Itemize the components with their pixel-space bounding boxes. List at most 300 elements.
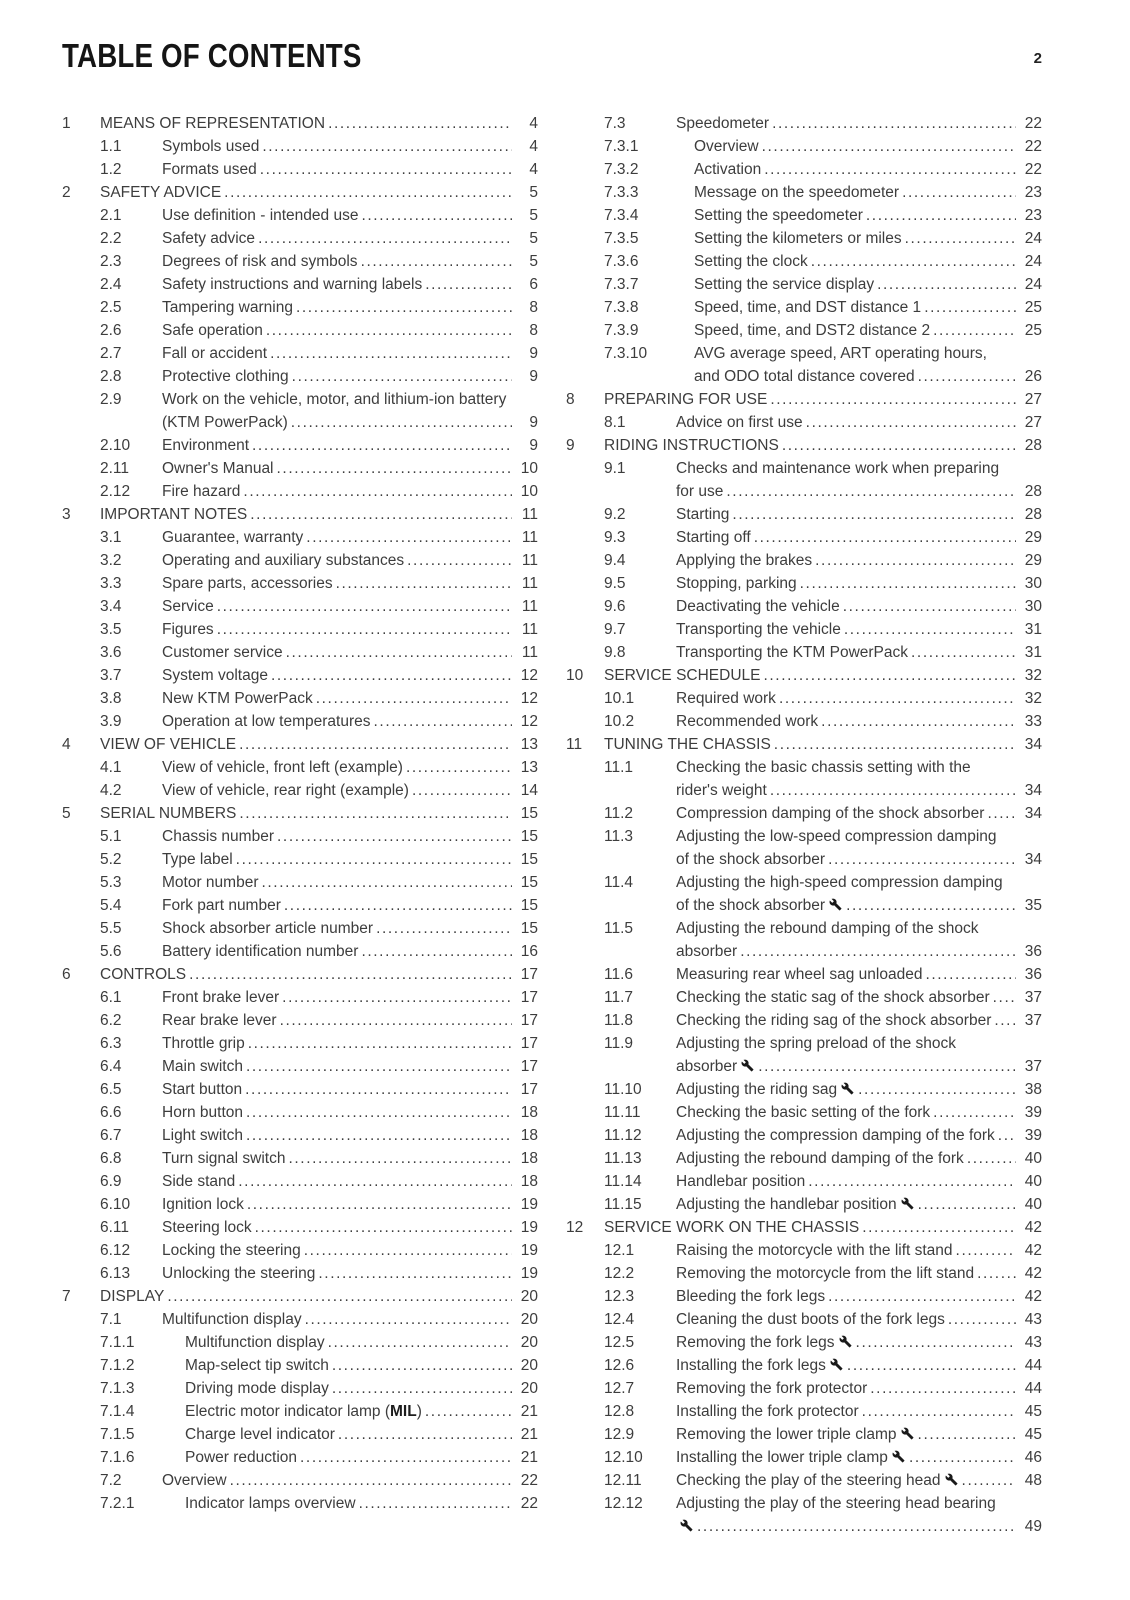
toc-entry-number: 11.6 bbox=[604, 966, 634, 983]
toc-entry-page: 5 bbox=[529, 207, 538, 224]
toc-entry-page: 15 bbox=[520, 851, 538, 868]
toc-entry bbox=[566, 641, 1042, 664]
toc-entry bbox=[566, 871, 1042, 917]
toc-entry bbox=[62, 687, 538, 710]
toc-entry-number: 11.7 bbox=[604, 989, 634, 1006]
toc-entry bbox=[62, 365, 538, 388]
toc-entry-page: 24 bbox=[1024, 230, 1042, 247]
toc-entry bbox=[62, 1331, 538, 1354]
toc-entry-page: 29 bbox=[1024, 529, 1042, 546]
corner-page-number: 2 bbox=[1033, 50, 1042, 67]
toc-entry-text bbox=[676, 710, 1016, 733]
toc-entry-text bbox=[676, 112, 1016, 135]
toc-entry-number: 5.6 bbox=[100, 943, 122, 960]
toc-entry-page: 24 bbox=[1024, 253, 1042, 270]
toc-entry-page: 43 bbox=[1024, 1334, 1042, 1351]
toc-entry-number: 11.13 bbox=[604, 1150, 642, 1167]
wrench-icon bbox=[680, 1519, 693, 1532]
toc-entry-page: 6 bbox=[529, 276, 538, 293]
toc-entry-number: 6.12 bbox=[100, 1242, 131, 1259]
toc-entry-title: Adjusting the rebound damping of the shock absorber bbox=[676, 920, 979, 960]
toc-entry bbox=[62, 1170, 538, 1193]
toc-entry-page: 24 bbox=[1024, 276, 1042, 293]
toc-entry-text bbox=[676, 641, 1016, 664]
toc-entry-text bbox=[162, 365, 512, 388]
toc-entry-page: 11 bbox=[521, 621, 538, 638]
toc-entry-number: 11.10 bbox=[604, 1081, 642, 1098]
toc-entry-title: Handlebar position bbox=[676, 1173, 806, 1190]
toc-entry-number: 3.2 bbox=[100, 552, 122, 569]
toc-entry-page: 32 bbox=[1024, 690, 1042, 707]
toc-entry bbox=[62, 135, 538, 158]
toc-entry-number: 6.1 bbox=[100, 989, 122, 1006]
toc-entry-title: Fork part number bbox=[162, 897, 281, 914]
toc-entry bbox=[566, 1492, 1042, 1538]
toc-entry-page: 43 bbox=[1024, 1311, 1042, 1328]
toc-entry bbox=[62, 756, 538, 779]
toc-entry-text bbox=[185, 1423, 512, 1446]
toc-entry bbox=[566, 1147, 1042, 1170]
toc-entry-title: Electric motor indicator lamp (MIL) bbox=[185, 1403, 422, 1420]
toc-entry bbox=[62, 503, 538, 526]
toc-entry-text bbox=[162, 848, 512, 871]
toc-entry-title: Removing the fork protector bbox=[676, 1380, 868, 1397]
toc-entry-page: 46 bbox=[1024, 1449, 1042, 1466]
toc-column-right bbox=[566, 112, 1042, 1538]
toc-entry-number: 7.3.2 bbox=[604, 161, 639, 178]
toc-entry-title: Setting the service display bbox=[694, 276, 875, 293]
toc-entry-number: 8.1 bbox=[604, 414, 626, 431]
toc-entry bbox=[62, 181, 538, 204]
toc-entry-number: 5.3 bbox=[100, 874, 122, 891]
toc-entry-text bbox=[694, 158, 1016, 181]
toc-entry bbox=[566, 664, 1042, 687]
toc-entry-number: 12.12 bbox=[604, 1495, 643, 1512]
toc-entry-text bbox=[162, 595, 512, 618]
toc-entry-page: 16 bbox=[520, 943, 538, 960]
toc-entry bbox=[62, 1354, 538, 1377]
toc-entry bbox=[566, 1032, 1042, 1078]
toc-entry-title: Light switch bbox=[162, 1127, 243, 1144]
toc-entry-page: 15 bbox=[520, 920, 538, 937]
toc-entry-page: 5 bbox=[529, 253, 538, 270]
toc-entry bbox=[62, 434, 538, 457]
toc-entry-number: 12.3 bbox=[604, 1288, 635, 1305]
toc-entry-text bbox=[676, 1239, 1016, 1262]
toc-entry-text bbox=[100, 181, 512, 204]
toc-entry-number: 7.1.4 bbox=[100, 1403, 135, 1420]
toc-entry-number: 3.5 bbox=[100, 621, 122, 638]
toc-entry-text bbox=[676, 1193, 1016, 1216]
wrench-icon bbox=[830, 1358, 843, 1371]
toc-entry-number: 6.4 bbox=[100, 1058, 122, 1075]
toc-entry-page: 21 bbox=[520, 1449, 538, 1466]
toc-entry-page: 22 bbox=[520, 1472, 538, 1489]
toc-entry-page: 22 bbox=[1024, 161, 1042, 178]
toc-entry bbox=[566, 756, 1042, 802]
wrench-icon bbox=[741, 1059, 754, 1072]
toc-entry-text bbox=[694, 181, 1016, 204]
toc-entry bbox=[62, 917, 538, 940]
toc-entry-title: Horn button bbox=[162, 1104, 243, 1121]
toc-entry-title: Customer service bbox=[162, 644, 283, 661]
toc-entry-text bbox=[185, 1492, 512, 1515]
toc-entry-page: 35 bbox=[1024, 897, 1042, 914]
toc-entry-text bbox=[676, 1492, 1016, 1538]
toc-entry-page: 4 bbox=[529, 161, 538, 178]
toc-entry-page: 37 bbox=[1024, 1012, 1042, 1029]
toc-entry-page: 27 bbox=[1024, 414, 1042, 431]
toc-entry-title: Checks and maintenance work when preparing for use bbox=[676, 460, 1000, 500]
toc-entry-number: 9.5 bbox=[604, 575, 626, 592]
toc-entry-number: 2.9 bbox=[100, 391, 122, 408]
toc-entry-page: 39 bbox=[1024, 1104, 1042, 1121]
toc-entry-page: 40 bbox=[1024, 1196, 1042, 1213]
toc-entry-page: 13 bbox=[520, 759, 538, 776]
toc-entry-number: 1.1 bbox=[100, 138, 122, 155]
toc-entry-title: Measuring rear wheel sag unloaded bbox=[676, 966, 923, 983]
toc-entry-text bbox=[185, 1331, 512, 1354]
toc-entry bbox=[62, 1193, 538, 1216]
toc-entry-number: 11.11 bbox=[604, 1104, 641, 1121]
toc-entry-text bbox=[100, 963, 512, 986]
toc-entry-page: 19 bbox=[520, 1196, 538, 1213]
toc-entry bbox=[62, 1423, 538, 1446]
wrench-icon bbox=[901, 1197, 914, 1210]
toc-entry-number: 5.5 bbox=[100, 920, 122, 937]
toc-entry-text bbox=[694, 204, 1016, 227]
toc-entry-title: Applying the brakes bbox=[676, 552, 813, 569]
toc-entry-number: 11.8 bbox=[604, 1012, 634, 1029]
toc-entry bbox=[566, 1354, 1042, 1377]
toc-entry-text bbox=[162, 319, 512, 342]
toc-entry-title: Checking the riding sag of the shock absorber bbox=[676, 1012, 992, 1029]
toc-entry bbox=[62, 319, 538, 342]
toc-entry-page: 13 bbox=[520, 736, 538, 753]
toc-entry-number: 5.2 bbox=[100, 851, 122, 868]
toc-entry bbox=[566, 1331, 1042, 1354]
toc-entry-number: 2.12 bbox=[100, 483, 131, 500]
toc-entry-page: 20 bbox=[520, 1357, 538, 1374]
toc-entry-text bbox=[676, 1009, 1016, 1032]
toc-entry-page: 34 bbox=[1024, 782, 1042, 799]
toc-entry-page: 45 bbox=[1024, 1426, 1042, 1443]
toc-entry-text bbox=[162, 687, 512, 710]
toc-entry-number: 7.3.4 bbox=[604, 207, 639, 224]
toc-entry-page: 42 bbox=[1024, 1219, 1042, 1236]
toc-entry-title: Activation bbox=[694, 161, 762, 178]
toc-entry-number: 3.6 bbox=[100, 644, 122, 661]
toc-entry-page: 19 bbox=[520, 1265, 538, 1282]
toc-entry-page: 11 bbox=[521, 529, 538, 546]
toc-entry-page: 44 bbox=[1024, 1357, 1042, 1374]
toc-entry-page: 20 bbox=[520, 1288, 538, 1305]
toc-entry-page: 31 bbox=[1024, 644, 1042, 661]
toc-entry-text bbox=[100, 1285, 512, 1308]
toc-entry-number: 12.1 bbox=[604, 1242, 635, 1259]
toc-entry-title: Shock absorber article number bbox=[162, 920, 374, 937]
toc-entry-number: 7.3.8 bbox=[604, 299, 639, 316]
toc-entry bbox=[62, 1147, 538, 1170]
toc-entry-title: Adjusting the handlebar position bbox=[676, 1196, 897, 1213]
toc-entry-text bbox=[162, 825, 512, 848]
toc-entry-text bbox=[162, 1009, 512, 1032]
toc-entry-title: PREPARING FOR USE bbox=[604, 391, 768, 408]
wrench-icon bbox=[945, 1473, 958, 1486]
toc-entry-page: 20 bbox=[520, 1334, 538, 1351]
toc-entry-title: Safety advice bbox=[162, 230, 256, 247]
toc-entry-title: Safety instructions and warning labels bbox=[162, 276, 423, 293]
toc-entry-page: 36 bbox=[1024, 943, 1042, 960]
toc-entry-text bbox=[676, 687, 1016, 710]
toc-entry bbox=[62, 1446, 538, 1469]
toc-entry bbox=[566, 158, 1042, 181]
toc-entry-number: 3.8 bbox=[100, 690, 122, 707]
toc-entry-page: 12 bbox=[520, 690, 538, 707]
toc-entry-text bbox=[162, 158, 512, 181]
toc-entry bbox=[62, 204, 538, 227]
toc-entry-text bbox=[162, 940, 512, 963]
toc-entry-page: 21 bbox=[520, 1426, 538, 1443]
toc-entry-number: 3.1 bbox=[100, 529, 122, 546]
toc-entry-text bbox=[676, 526, 1016, 549]
toc-entry-title: Start button bbox=[162, 1081, 243, 1098]
page-title: TABLE OF CONTENTS bbox=[62, 37, 362, 74]
toc-entry-number: 11.9 bbox=[604, 1035, 634, 1052]
toc-entry-number: 3.4 bbox=[100, 598, 122, 615]
toc-entry-page: 27 bbox=[1024, 391, 1042, 408]
toc-entry-text bbox=[676, 1101, 1016, 1124]
toc-entry-text bbox=[162, 1216, 512, 1239]
toc-entry-text bbox=[676, 572, 1016, 595]
toc-entry-page: 34 bbox=[1024, 736, 1042, 753]
toc-entry-title: Adjusting the low-speed compression damping of the shock absorber bbox=[676, 828, 997, 868]
toc-entry-page: 17 bbox=[520, 1058, 538, 1075]
toc-entry-number: 7.3.10 bbox=[604, 345, 648, 362]
toc-entry-number: 7.1.3 bbox=[100, 1380, 135, 1397]
toc-entry-page: 30 bbox=[1024, 575, 1042, 592]
toc-entry bbox=[566, 342, 1042, 388]
toc-entry-text bbox=[185, 1377, 512, 1400]
toc-entry bbox=[566, 986, 1042, 1009]
toc-entry-page: 17 bbox=[520, 989, 538, 1006]
toc-entry bbox=[566, 1009, 1042, 1032]
toc-entry-page: 23 bbox=[1024, 207, 1042, 224]
toc-entry-title: Tampering warning bbox=[162, 299, 293, 316]
toc-entry-number: 11.3 bbox=[604, 828, 634, 845]
toc-entry bbox=[62, 1055, 538, 1078]
toc-entry-number: 4 bbox=[62, 736, 71, 753]
toc-entry-title: Checking the static sag of the shock absorber bbox=[676, 989, 990, 1006]
toc-entry-title: Recommended work bbox=[676, 713, 819, 730]
toc-entry-page: 12 bbox=[520, 713, 538, 730]
toc-entry-text bbox=[676, 1078, 1016, 1101]
toc-entry-title: Indicator lamps overview bbox=[185, 1495, 356, 1512]
toc-entry bbox=[566, 1262, 1042, 1285]
toc-entry bbox=[62, 1009, 538, 1032]
toc-entry-number: 2.4 bbox=[100, 276, 122, 293]
toc-entry-title: Required work bbox=[676, 690, 776, 707]
toc-entry bbox=[62, 112, 538, 135]
toc-entry-page: 14 bbox=[520, 782, 538, 799]
toc-entry-number: 9.4 bbox=[604, 552, 626, 569]
toc-entry-title: Fall or accident bbox=[162, 345, 268, 362]
toc-entry bbox=[62, 1216, 538, 1239]
toc-entry-title: Safe operation bbox=[162, 322, 263, 339]
toc-entry-number: 6.6 bbox=[100, 1104, 122, 1121]
toc-entry-page: 5 bbox=[529, 184, 538, 201]
toc-entry-text bbox=[162, 572, 512, 595]
toc-entry-title: Turn signal switch bbox=[162, 1150, 286, 1167]
toc-entry bbox=[62, 986, 538, 1009]
toc-entry-text bbox=[676, 1262, 1016, 1285]
toc-entry-title: Battery identification number bbox=[162, 943, 359, 960]
toc-entry-title: DISPLAY bbox=[100, 1288, 165, 1305]
toc-entry-text bbox=[694, 250, 1016, 273]
toc-entry-number: 8 bbox=[566, 391, 575, 408]
toc-entry-number: 9 bbox=[566, 437, 575, 454]
toc-entry-title: View of vehicle, front left (example) bbox=[162, 759, 403, 776]
toc-entry-number: 6.13 bbox=[100, 1265, 131, 1282]
toc-entry-title: Installing the fork protector bbox=[676, 1403, 859, 1420]
toc-entry-page: 11 bbox=[521, 552, 538, 569]
toc-entry-number: 5.1 bbox=[100, 828, 122, 845]
toc-entry-page: 25 bbox=[1024, 299, 1042, 316]
toc-entry-page: 22 bbox=[1024, 138, 1042, 155]
toc-entry-page: 17 bbox=[520, 1035, 538, 1052]
toc-entry bbox=[566, 963, 1042, 986]
toc-entry-page: 40 bbox=[1024, 1173, 1042, 1190]
toc-entry bbox=[62, 1101, 538, 1124]
toc-entry bbox=[62, 641, 538, 664]
toc-entry-text bbox=[162, 1193, 512, 1216]
toc-entry-page: 9 bbox=[529, 414, 538, 431]
toc-entry-page: 18 bbox=[520, 1127, 538, 1144]
toc-entry-title: Cleaning the dust boots of the fork legs bbox=[676, 1311, 945, 1328]
toc-entry-text bbox=[676, 1446, 1016, 1469]
toc-entry-text bbox=[694, 319, 1016, 342]
toc-entry bbox=[62, 1400, 538, 1423]
toc-entry-title: Starting bbox=[676, 506, 730, 523]
toc-entry-title: Compression damping of the shock absorber bbox=[676, 805, 985, 822]
toc-entry-text bbox=[162, 1055, 512, 1078]
toc-entry-page: 4 bbox=[529, 115, 538, 132]
toc-entry-title: Message on the speedometer bbox=[694, 184, 900, 201]
wrench-icon bbox=[839, 1335, 852, 1348]
toc-entry-page: 18 bbox=[520, 1150, 538, 1167]
toc-entry-number: 3 bbox=[62, 506, 71, 523]
toc-entry bbox=[566, 434, 1042, 457]
toc-entry-text bbox=[185, 1446, 512, 1469]
toc-entry-text bbox=[162, 1308, 512, 1331]
toc-entry bbox=[566, 526, 1042, 549]
toc-column-left bbox=[62, 112, 538, 1538]
toc-entry-text bbox=[694, 273, 1016, 296]
toc-entry bbox=[62, 618, 538, 641]
toc-entry-page: 18 bbox=[520, 1173, 538, 1190]
toc-entry-text bbox=[185, 1354, 512, 1377]
toc-entry-page: 26 bbox=[1024, 368, 1042, 385]
toc-entry-title: Adjusting the play of the steering head bearing bbox=[676, 1495, 996, 1512]
toc-entry-number: 9.1 bbox=[604, 460, 626, 477]
toc-entry-text bbox=[676, 1423, 1016, 1446]
toc-entry-text bbox=[162, 779, 512, 802]
toc-entry-title: Front brake lever bbox=[162, 989, 280, 1006]
toc-entry-number: 12.11 bbox=[604, 1472, 642, 1489]
toc-entry-text bbox=[676, 1308, 1016, 1331]
toc-entry-title: Service bbox=[162, 598, 214, 615]
toc-entry-title: Adjusting the spring preload of the shock absorber bbox=[676, 1035, 957, 1075]
toc-entry-title: Setting the clock bbox=[694, 253, 808, 270]
toc-entry bbox=[566, 1423, 1042, 1446]
toc-entry-page: 37 bbox=[1024, 1058, 1042, 1075]
toc-entry-title: Work on the vehicle, motor, and lithium-ion battery (KTM PowerPack) bbox=[162, 391, 507, 431]
toc-entry bbox=[566, 710, 1042, 733]
toc-entry-text bbox=[604, 388, 1016, 411]
toc-entry bbox=[566, 1469, 1042, 1492]
toc-entry-text bbox=[162, 273, 512, 296]
toc-entry-number: 11.12 bbox=[604, 1127, 642, 1144]
toc-entry-title: AVG average speed, ART operating hours, and ODO total distance covered bbox=[694, 345, 987, 385]
toc-entry-page: 36 bbox=[1024, 966, 1042, 983]
toc-entry-title: SERVICE WORK ON THE CHASSIS bbox=[604, 1219, 860, 1236]
toc-entry-text bbox=[162, 388, 512, 434]
toc-entry bbox=[566, 296, 1042, 319]
toc-entry-title: Chassis number bbox=[162, 828, 274, 845]
toc-entry-text bbox=[162, 227, 512, 250]
toc-entry-text bbox=[162, 894, 512, 917]
toc-entry-number: 7 bbox=[62, 1288, 71, 1305]
toc-entry-number: 7.3.3 bbox=[604, 184, 639, 201]
toc-entry bbox=[566, 1216, 1042, 1239]
toc-entry-number: 12.2 bbox=[604, 1265, 635, 1282]
toc-entry-text bbox=[162, 756, 512, 779]
toc-entry-title: Bleeding the fork legs bbox=[676, 1288, 826, 1305]
toc-entry-text bbox=[162, 135, 512, 158]
table-of-contents bbox=[62, 112, 1042, 1538]
toc-entry bbox=[566, 917, 1042, 963]
toc-entry-text bbox=[676, 1124, 1016, 1147]
toc-entry-text bbox=[676, 618, 1016, 641]
toc-entry bbox=[566, 1124, 1042, 1147]
toc-entry bbox=[566, 250, 1042, 273]
toc-entry bbox=[62, 894, 538, 917]
toc-entry-text bbox=[676, 963, 1016, 986]
toc-entry bbox=[62, 779, 538, 802]
toc-entry bbox=[62, 710, 538, 733]
toc-entry-title: Operation at low temperatures bbox=[162, 713, 371, 730]
toc-entry-title: Speed, time, and DST distance 1 bbox=[694, 299, 922, 316]
toc-entry-number: 2.6 bbox=[100, 322, 122, 339]
toc-entry-number: 4.1 bbox=[100, 759, 122, 776]
toc-entry-page: 32 bbox=[1024, 667, 1042, 684]
toc-entry bbox=[566, 1285, 1042, 1308]
toc-entry-text bbox=[676, 1170, 1016, 1193]
toc-entry-page: 4 bbox=[529, 138, 538, 155]
toc-entry-text bbox=[676, 1377, 1016, 1400]
toc-entry-title: Fire hazard bbox=[162, 483, 241, 500]
toc-entry-title: Ignition lock bbox=[162, 1196, 244, 1213]
toc-entry bbox=[62, 158, 538, 181]
toc-entry-number: 6.3 bbox=[100, 1035, 122, 1052]
toc-entry-title: Checking the play of the steering head bbox=[676, 1472, 941, 1489]
toc-entry-title: Rear brake lever bbox=[162, 1012, 277, 1029]
toc-entry-text bbox=[162, 1262, 512, 1285]
toc-entry-number: 3.7 bbox=[100, 667, 122, 684]
toc-entry-title: Multifunction display bbox=[162, 1311, 302, 1328]
toc-entry-number: 7.3.7 bbox=[604, 276, 639, 293]
toc-entry-text bbox=[162, 204, 512, 227]
